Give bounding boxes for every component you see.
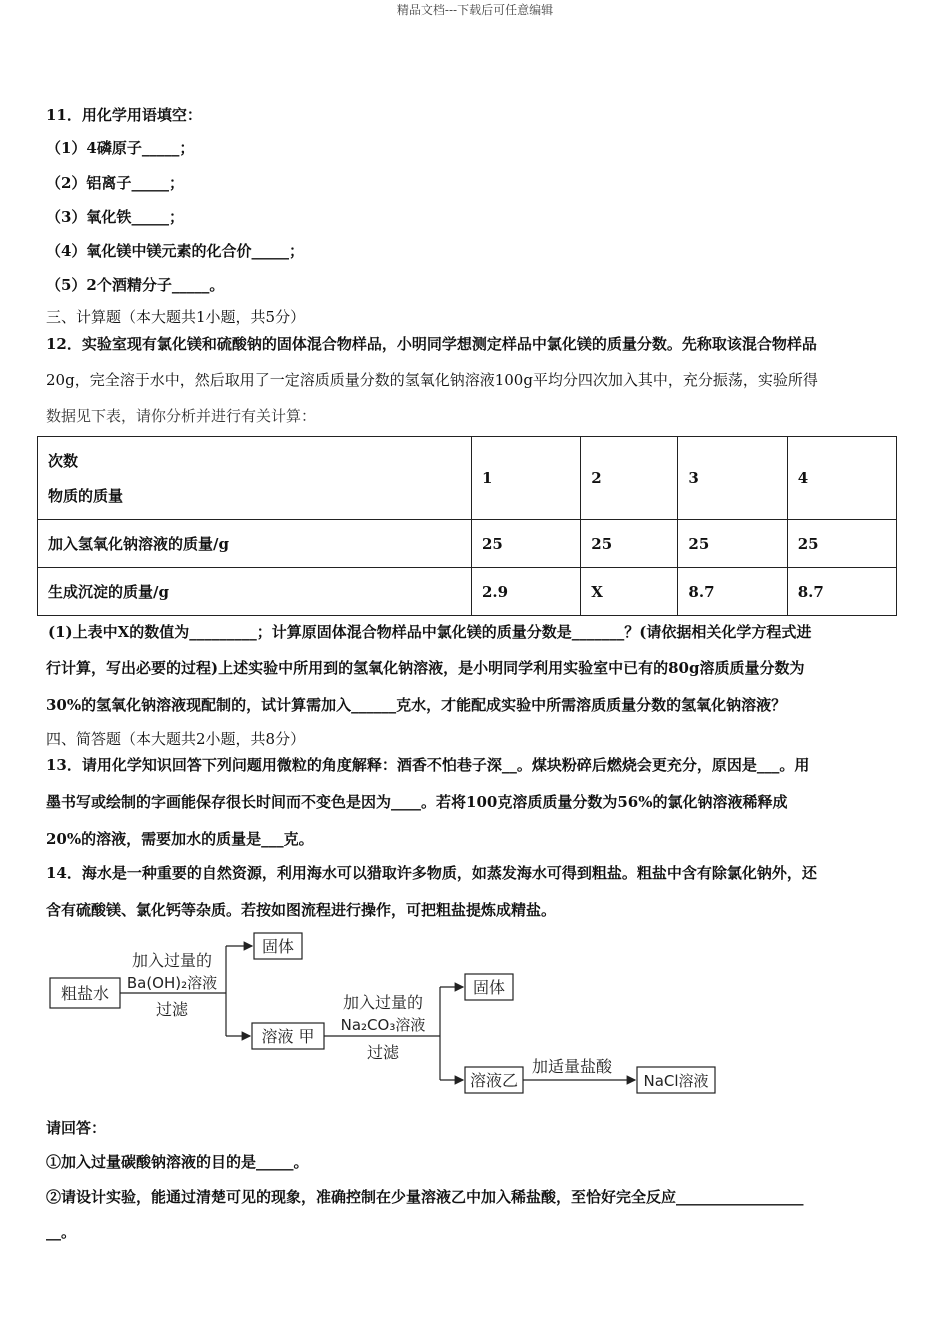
solution-b-label: 溶液乙	[469, 1071, 519, 1090]
q12-line-1: 12．实验室现有氯化镁和硫酸钠的固体混合物样品，小明同学想测定样品中氯化镁的质量分数。先称取该混合物样品	[46, 335, 817, 353]
row-value: 25	[678, 520, 787, 568]
q11-item-4: （4）氧化镁中镁元素的化合价_____；	[46, 242, 304, 260]
q11-item-2: （2）铝离子_____；	[46, 174, 184, 192]
table-row	[38, 568, 897, 616]
solid-1-label: 固体	[261, 937, 295, 956]
table-row	[38, 520, 897, 568]
solution-a-label: 溶液 甲	[261, 1027, 315, 1046]
q12-data-table	[37, 436, 897, 616]
q13-line-1: 13．请用化学知识回答下列问题用微粒的角度解释：酒香不怕巷子深__。煤块粉碎后燃烧会更充分，原因是___。用	[46, 756, 810, 774]
table-header-cell	[38, 437, 472, 520]
q14-line-2: 含有硫酸镁、氯化钙等杂质。若按如图流程进行操作，可把粗盐提炼成精盐。	[46, 901, 557, 919]
q12-after-3: 30%的氢氧化钠溶液现配制的，试计算需加入______克水，才能配成实验中所需溶质质量分数的氢氧化钠溶液？	[46, 696, 787, 714]
step-3-reagent: 加适量盐酸	[531, 1057, 613, 1076]
row-value: 8.7	[787, 568, 896, 616]
row-value: 25	[581, 520, 678, 568]
row-label: 加入氢氧化钠溶液的质量/g	[38, 520, 472, 568]
purification-flowchart	[40, 928, 740, 1098]
q12-line-2: 20g，完全溶于水中，然后取用了一定溶质质量分数的氢氧化钠溶液100g平均分四次加入其中，充分振荡，实验所得	[46, 371, 818, 389]
table-col-2: 2	[581, 437, 678, 520]
step-2-reagent-a: 加入过量的	[342, 993, 424, 1012]
q12-after-2: 行计算，写出必要的过程)上述实验中所用到的氢氧化钠溶液，是小明同学利用实验室中已有的80g溶质质量分数为	[46, 659, 805, 677]
nacl-solution-label: NaCl溶液	[643, 1072, 709, 1090]
solid-2-label: 固体	[472, 978, 506, 997]
q13-line-2: 墨书写或绘制的字画能保存很长时间而不变色是因为____。若将100克溶质质量分数为56%的氯化钠溶液稀释成	[46, 793, 788, 811]
step-1-filter: 过滤	[155, 1000, 189, 1019]
q12-after-1: (1)上表中X的数值为_________；计算原固体混合物样品中氯化镁的质量分数是_______？(请依据相关化学方程式进	[48, 623, 812, 641]
q13-line-3: 20%的溶液，需要加水的质量是___克。	[46, 830, 314, 848]
q14-sub-2: ②请设计实验，能通过清楚可见的现象，准确控制在少量溶液乙中加入稀盐酸，至恰好完全反应_________________	[46, 1188, 804, 1206]
row-label: 生成沉淀的质量/g	[38, 568, 472, 616]
table-col-1: 1	[472, 437, 581, 520]
q11-item-5: （5）2个酒精分子_____。	[46, 276, 225, 294]
step-2-reagent-b: Na₂CO₃溶液	[340, 1016, 426, 1034]
table-col-3: 3	[678, 437, 787, 520]
section-4-heading: 四、简答题（本大题共2小题，共8分）	[46, 730, 306, 748]
step-1-reagent-a: 加入过量的	[131, 951, 213, 970]
table-header-mass: 物质的质量	[48, 487, 124, 505]
page-header: 精品文档---下载后可任意编辑	[396, 3, 554, 17]
section-3-heading: 三、计算题（本大题共1小题，共5分）	[46, 308, 306, 326]
q12-line-3: 数据见下表，请你分析并进行有关计算：	[46, 407, 317, 425]
q11-item-3: （3）氧化铁_____；	[46, 208, 184, 226]
crude-brine-label: 粗盐水	[60, 984, 110, 1003]
row-value: 2.9	[472, 568, 581, 616]
q14-line-1: 14．海水是一种重要的自然资源，利用海水可以猎取许多物质，如蒸发海水可得到粗盐。粗盐中含有除氯化钠外，还	[46, 864, 817, 882]
q14-answer-prompt: 请回答：	[46, 1119, 107, 1137]
step-1-reagent-b: Ba(OH)₂溶液	[126, 974, 218, 992]
q11-item-1: （1）4磷原子_____；	[46, 139, 195, 157]
q11-title: 11．用化学用语填空：	[46, 106, 202, 124]
step-2-filter: 过滤	[366, 1043, 400, 1062]
row-value: 25	[472, 520, 581, 568]
q14-sub-1: ①加入过量碳酸钠溶液的目的是_____。	[46, 1153, 309, 1171]
table-header-row	[38, 437, 897, 520]
table-header-times: 次数	[48, 452, 79, 470]
row-value: 25	[787, 520, 896, 568]
row-value: 8.7	[678, 568, 787, 616]
table-col-4: 4	[787, 437, 896, 520]
row-value: X	[581, 568, 678, 616]
q14-sub-2-end: __。	[46, 1223, 77, 1241]
